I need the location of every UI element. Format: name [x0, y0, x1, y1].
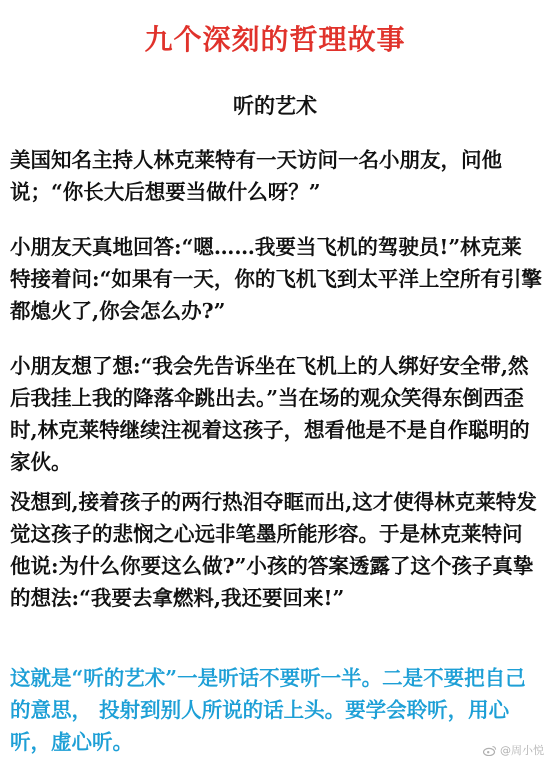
moral-paragraph: 这就是“听的艺术”一是听话不要听一半。二是不要把自己的意思， 投射到别人所说的话上头。要学会聆听，用心听，虚心听。: [10, 666, 526, 754]
paragraph-4: 没想到,接着孩子的两行热泪夺眶而出,这才使得林克莱特发觉这孩子的悲悯之心远非笔墨所能形容。于是林克莱特问他说:为什么你要这么做?”小孩的答案透露了这个孩子真挚的想法:“我要去拿燃料,我还要回来!”: [10, 490, 537, 610]
page-title: 九个深刻的哲理故事: [144, 23, 406, 56]
watermark: [483, 742, 544, 758]
paragraph-2: 小朋友天真地回答:“嗯……我要当飞机的驾驶员!”林克莱特接着问:“如果有一天，你的飞机飞到太平洋上空所有引擎都熄火了,你会怎么办?”: [10, 235, 542, 323]
watermark-text: @周小悦: [500, 744, 544, 757]
paragraph-3: 小朋友想了想:“我会先告诉坐在飞机上的人绑好安全带,然后我挂上我的降落伞跳出去。”当在场的观众笑得东倒西歪时,林克莱特继续注视着这孩子，想看他是不是自作聪明的家伙。: [10, 354, 530, 474]
weibo-icon: [483, 745, 497, 756]
paragraph-1: 美国知名主持人林克莱特有一天访问一名小朋友，问他说；“你长大后想要当做什么呀？”: [10, 148, 502, 204]
story-title: 听的艺术: [233, 93, 317, 118]
